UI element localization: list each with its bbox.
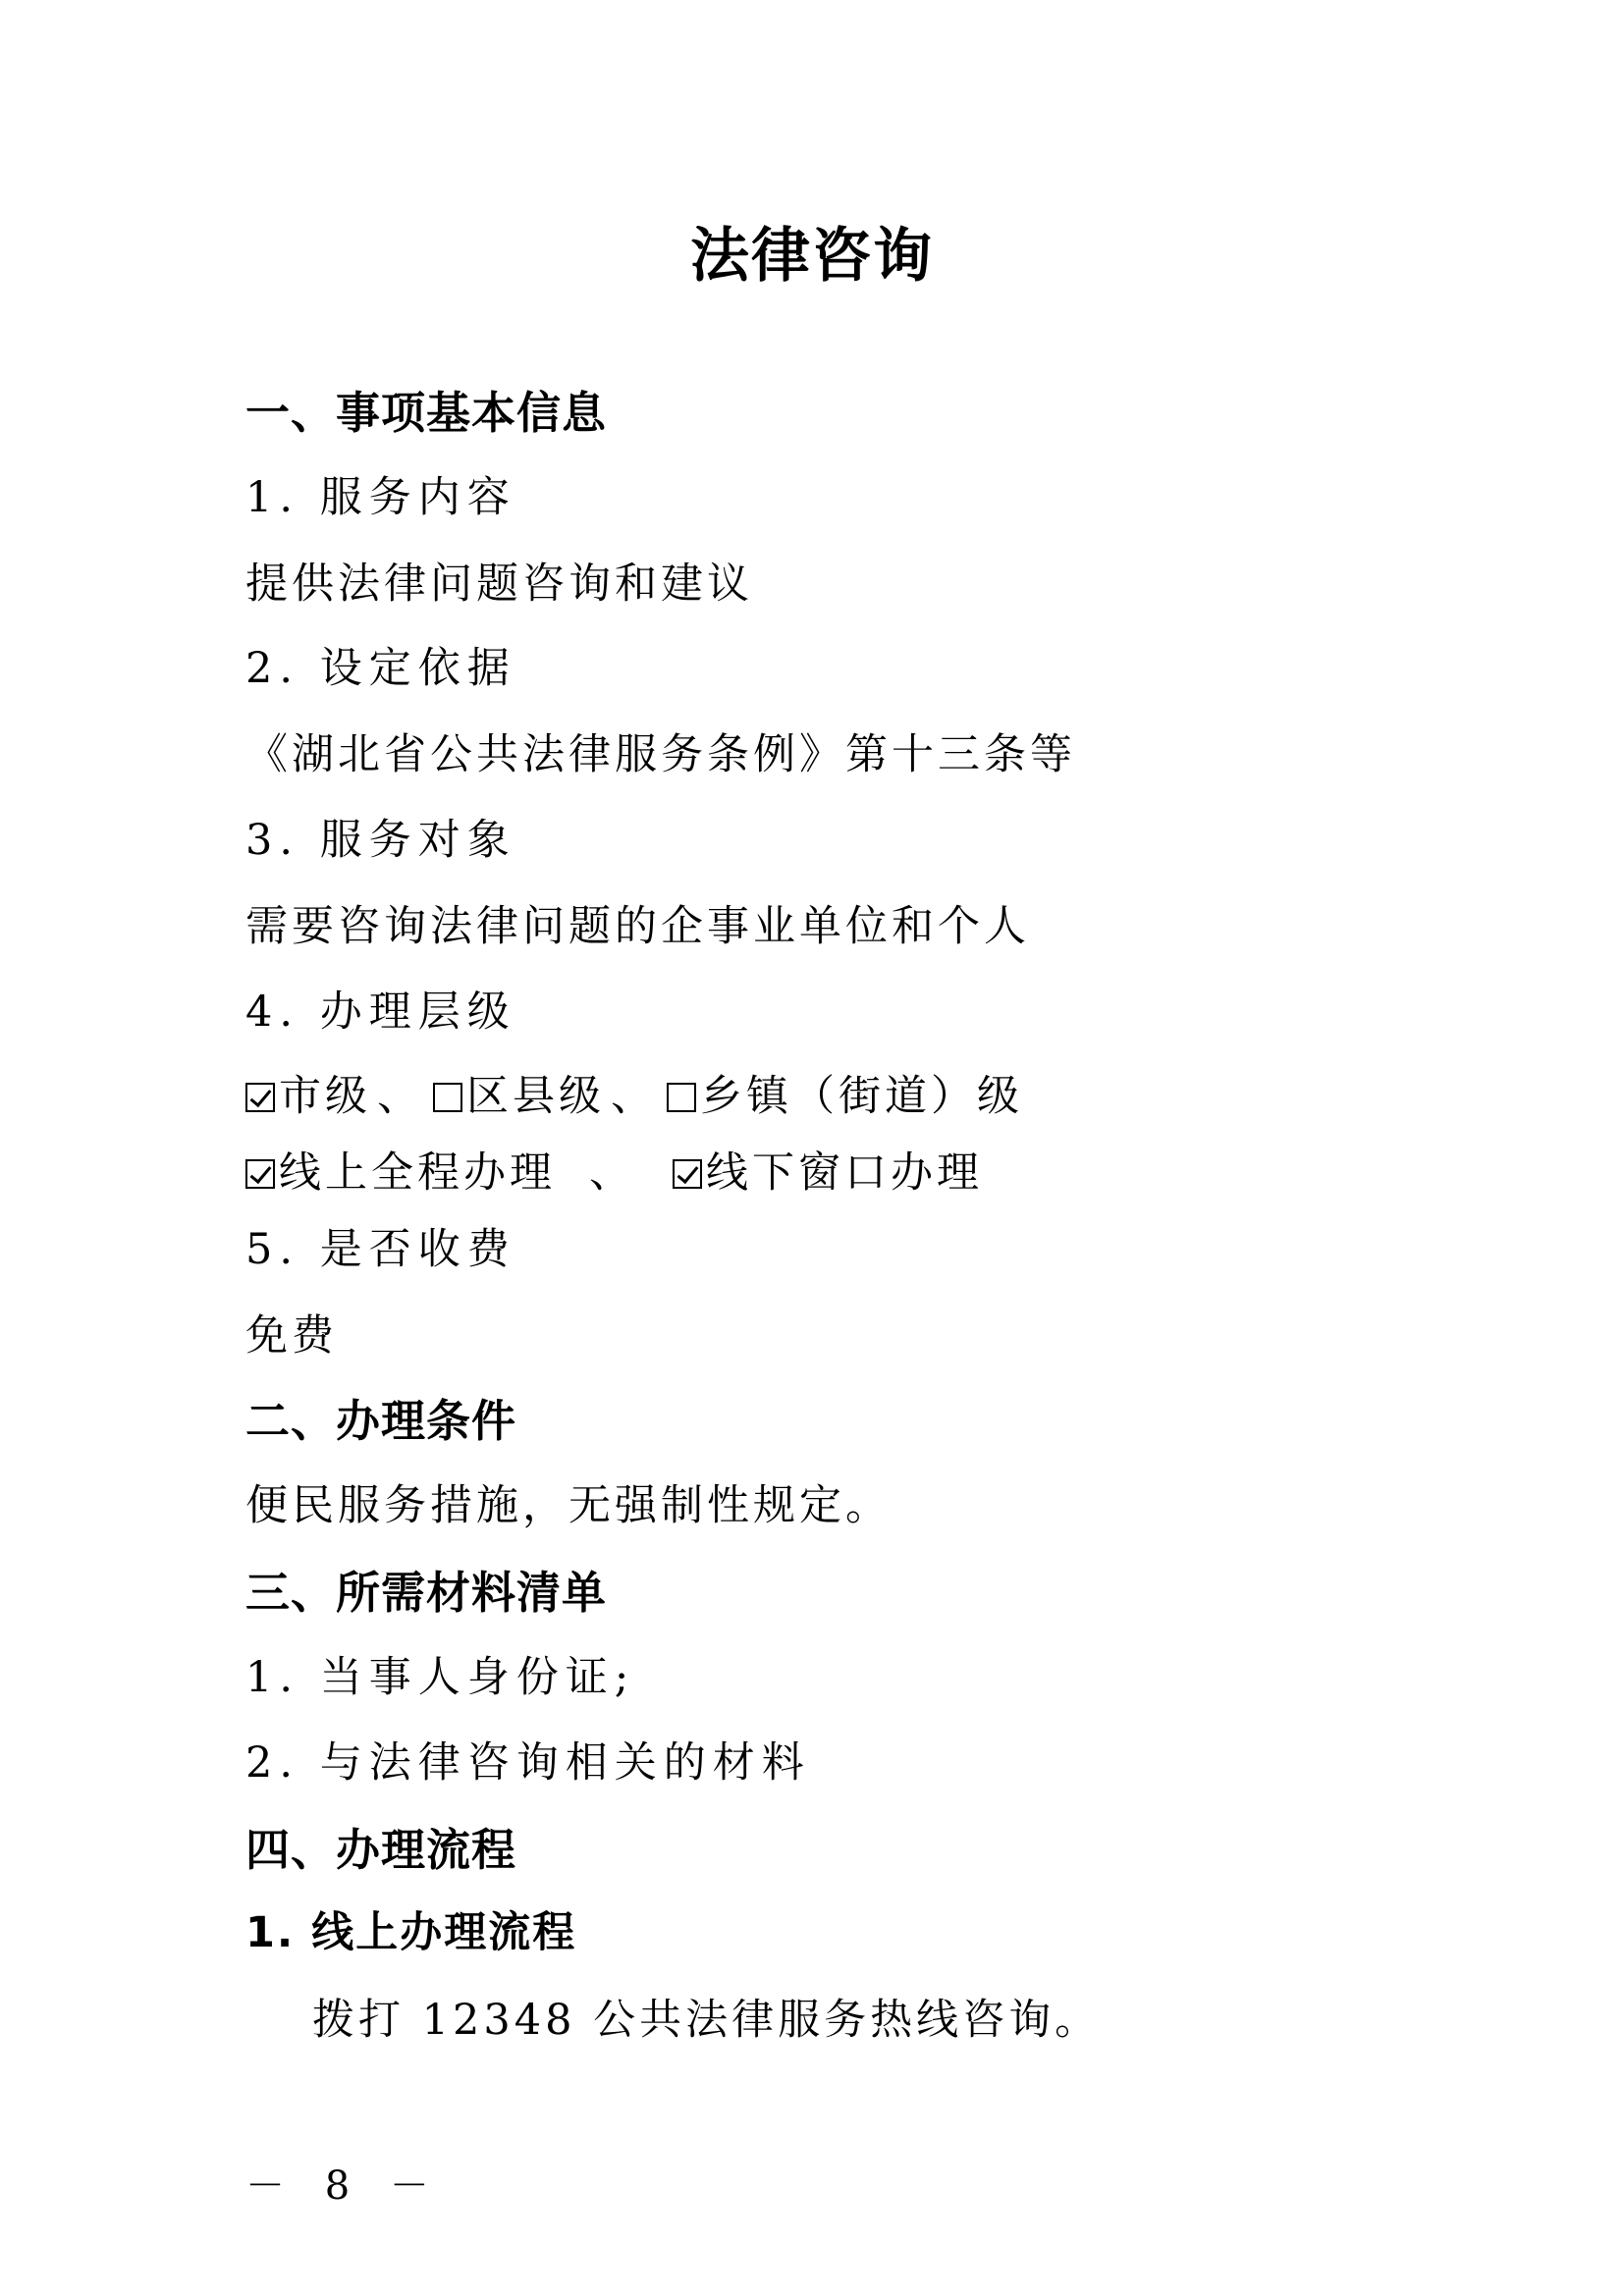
checkbox-township-level[interactable] xyxy=(667,1083,696,1112)
page-number: － 8 － xyxy=(245,2163,443,2209)
section-heading-materials: 三、所需材料清单 xyxy=(245,1567,608,1619)
conditions-text: 便民服务措施，无强制性规定。 xyxy=(245,1481,892,1530)
material-item-1: 1. 当事人身份证; xyxy=(245,1653,636,1702)
option-online-full-label: 线上全程办理 xyxy=(279,1148,556,1198)
item-label-service-content: 1. 服务内容 xyxy=(245,473,516,522)
option-offline-window-label: 线下窗口办理 xyxy=(706,1148,983,1198)
item-value-legal-basis: 《湖北省公共法律服务条例》第十三条等 xyxy=(245,730,1076,779)
checkbox-county-level[interactable] xyxy=(433,1083,462,1112)
checkbox-offline-window[interactable] xyxy=(673,1159,702,1189)
checkbox-city-level[interactable] xyxy=(245,1083,275,1112)
section-heading-basic-info: 一、事项基本信息 xyxy=(245,387,608,439)
option-city-level-label: 市级 xyxy=(279,1072,371,1121)
section-heading-process: 四、办理流程 xyxy=(245,1824,517,1876)
item-label-legal-basis: 2. 设定依据 xyxy=(245,644,516,693)
item-label-fee: 5. 是否收费 xyxy=(245,1225,516,1274)
option-county-level-label: 区县级 xyxy=(466,1072,605,1121)
handling-mode-options xyxy=(245,1148,989,1198)
item-value-service-target: 需要咨询法律问题的企事业单位和个人 xyxy=(245,902,1030,951)
separator: 、 xyxy=(611,1072,657,1121)
item-label-service-target: 3. 服务对象 xyxy=(245,816,516,865)
material-item-2: 2. 与法律咨询相关的材料 xyxy=(245,1738,811,1788)
item-label-handling-level: 4. 办理层级 xyxy=(245,988,516,1037)
section-heading-conditions: 二、办理条件 xyxy=(245,1395,517,1447)
item-value-fee: 免费 xyxy=(245,1311,338,1361)
item-value-service-content: 提供法律问题咨询和建议 xyxy=(245,560,753,609)
process-sub-heading-online: 1. 线上办理流程 xyxy=(245,1908,577,1957)
option-township-level-label: 乡镇（街道）级 xyxy=(700,1072,1023,1121)
separator: 、 xyxy=(377,1072,423,1121)
handling-level-options xyxy=(245,1072,1029,1121)
separator: 、 xyxy=(589,1148,635,1198)
checkbox-online-full[interactable] xyxy=(245,1159,275,1189)
process-online-text: 拨打 12348 公共法律服务热线咨询。 xyxy=(312,1996,1102,2045)
page-title: 法律咨询 xyxy=(690,222,934,291)
